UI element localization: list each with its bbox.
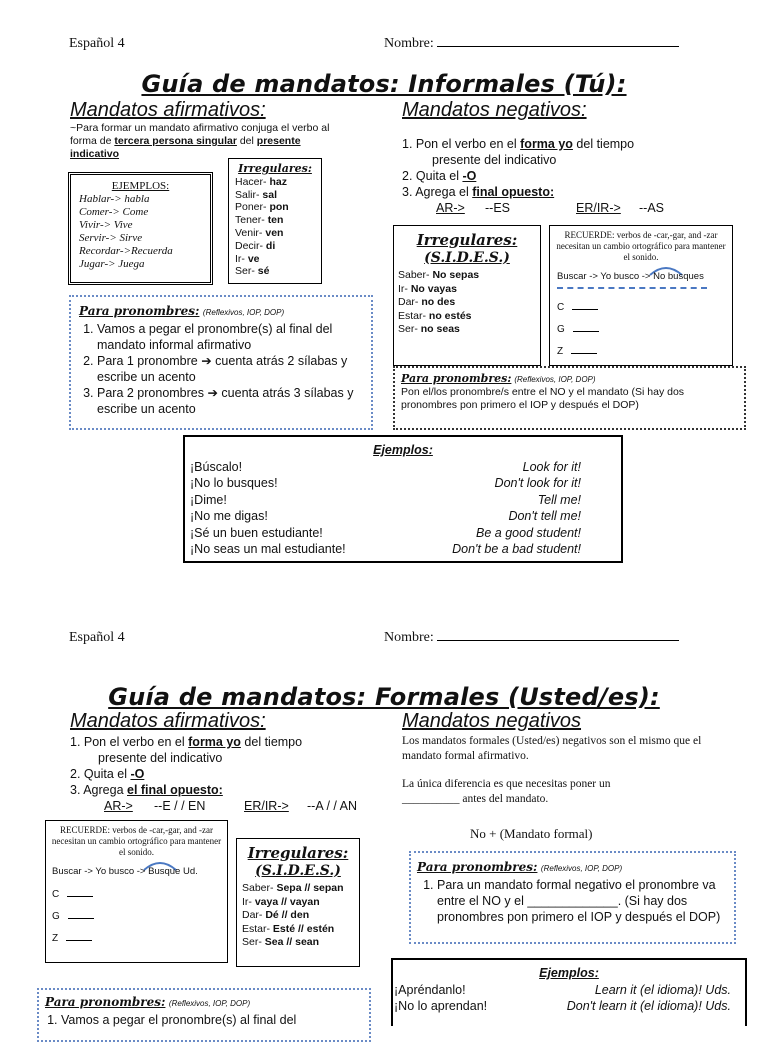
verb-label: Saber- xyxy=(398,269,433,281)
nombre-field[interactable] xyxy=(384,36,679,52)
verb-label: Ser- xyxy=(242,936,265,948)
verb-form: Sea // sean xyxy=(264,936,320,948)
list-item: Jugar-> Juega xyxy=(79,258,145,270)
neg-header-2: Mandatos negativos xyxy=(402,710,582,732)
verb-label: Venir- xyxy=(235,226,266,239)
verb-label: Ser- xyxy=(398,323,421,335)
list-item xyxy=(52,928,227,950)
list-item xyxy=(52,906,227,928)
list-item xyxy=(242,936,359,950)
list-item xyxy=(52,884,227,906)
verb-form: No sepas xyxy=(432,269,480,281)
list-item: 1. Vamos a pegar el pronombre(s) al final del xyxy=(61,1012,369,1028)
list-item xyxy=(235,189,321,202)
verb-label: Tener- xyxy=(235,214,268,227)
list-item: 3. Para 2 pronombres ➔ cuenta atrás 3 sílabas y escribe un acento xyxy=(97,385,367,417)
verb-form: ven xyxy=(265,226,284,239)
english-example: Don't learn it (el idioma)! Uds. xyxy=(566,999,731,1013)
verb-form: haz xyxy=(269,175,287,188)
list-item: Recordar->Recuerda xyxy=(79,245,173,257)
sides-box-2: Irregulares: (S.I.D.E.S.) Saber- Sepa // sepan Ir- vaya // vayan Dar- Dé // den Estar- Esté // estén Ser- Sea // sean xyxy=(236,838,360,967)
verb-form: vaya // vayan xyxy=(254,895,320,908)
verb-label: Ser- xyxy=(235,265,258,278)
list-item: Comer-> Come xyxy=(79,206,149,218)
list-item xyxy=(242,896,359,910)
english-example: Look for it! xyxy=(522,459,581,474)
spanish-example: ¡No seas un mal estudiante! xyxy=(190,542,346,556)
list-item xyxy=(235,214,321,227)
page-title-2: Guía de mandatos: Formales (Usted/es): xyxy=(108,683,660,711)
verb-label: Poner- xyxy=(235,201,270,214)
pronombres-box-2: Para pronombres: (Reflexivos, IOP, DOP) 1. Vamos a pegar el pronombre(s) al final del xyxy=(37,988,371,1042)
verb-form: sal xyxy=(262,188,278,201)
neg-pronombres-box-2: Para pronombres: (Reflexivos, IOP, DOP) 1. Para un mandato formal negativo el pronombre va entre el NO y el _____________. (Si hay dos pronombres pon primero el IOP y después el DOP) xyxy=(409,851,736,944)
verb-label: Ir- xyxy=(398,282,411,295)
verb-form: ve xyxy=(247,252,260,265)
list-item: 1. Vamos a pegar el pronombre(s) al final del mandato informal afirmativo xyxy=(97,321,367,353)
afirm-intro: ~Para formar un mandato afirmativo conjuga el verbo al forma de tercera persona singular del presente indicativo xyxy=(70,122,330,160)
course-label: Español 4 xyxy=(69,36,125,51)
table-row xyxy=(190,459,581,476)
afirm-steps-2: 1. Pon el verbo en el forma yo del tiempo presente del indicativo 2. Quita el -O 3. Agrega el final opuesto: AR-> --E / / EN ER/IR-> --A / / AN xyxy=(70,735,358,813)
letter: G xyxy=(557,324,565,335)
verb-form: Dé // den xyxy=(265,909,310,921)
letter: Z xyxy=(52,933,59,944)
verb-form: no seas xyxy=(420,323,460,335)
verb-form: No vayas xyxy=(410,282,457,295)
table-row xyxy=(190,541,581,558)
list-item xyxy=(557,319,732,341)
list-item xyxy=(235,240,321,253)
formula: No + (Mandato formal) xyxy=(470,826,593,841)
verb-form: di xyxy=(265,239,276,252)
verb-form: sé xyxy=(257,265,270,278)
answer-blank[interactable] xyxy=(66,940,92,941)
verb-label: Salir- xyxy=(235,188,263,201)
answer-blank[interactable] xyxy=(68,918,94,919)
list-item xyxy=(242,923,359,937)
neg-pronombres-box: Para pronombres: (Reflexivos, IOP, DOP) Pon el/los pronombre/s entre el NO y el mandato (Si hay dos pronombres pon primero el IOP y después el DOP) xyxy=(393,366,746,430)
neg-text-2: Los mandatos formales (Usted/es) negativos son el mismo que el mandato formal afirmativo. La única diferencia es que necesitas poner un __________ antes del mandato. xyxy=(402,735,702,805)
list-item xyxy=(398,323,540,337)
spanish-example: ¡Apréndanlo! xyxy=(394,982,466,997)
spanish-example: ¡No lo aprendan! xyxy=(394,999,488,1013)
recuerde-box: RECUERDE: verbos de -car,-gar, and -zar necesitan un cambio ortográfico para mantener el sonido. Buscar -> Yo busco -> No busques C G Z xyxy=(549,225,733,366)
verb-label: Estar- xyxy=(398,309,429,322)
verb-form: ten xyxy=(267,214,284,227)
nombre-label: Nombre: xyxy=(384,36,434,51)
nombre-line[interactable] xyxy=(437,46,679,47)
english-example: Don't be a bad student! xyxy=(452,542,581,556)
list-item xyxy=(557,297,732,319)
neg-steps: 1. Pon el verbo en el forma yo del tiempo presente del indicativo 2. Quita el -O 3. Agrega el final opuesto: AR-> --ES ER/IR-> --AS xyxy=(402,137,664,215)
nombre-line-2[interactable] xyxy=(437,640,679,641)
english-example: Don't look for it! xyxy=(494,476,581,490)
list-item xyxy=(398,283,540,297)
list-item xyxy=(398,269,540,283)
answer-blank[interactable] xyxy=(572,309,598,310)
list-item xyxy=(242,909,359,923)
afirm-header-2: Mandatos afirmativos: xyxy=(70,710,266,732)
verb-form: Esté // estén xyxy=(272,922,335,935)
answer-blank[interactable] xyxy=(67,896,93,897)
spanish-example: ¡Búscalo! xyxy=(190,459,243,474)
verb-form: Sepa // sepan xyxy=(276,882,344,894)
verb-label: Dar- xyxy=(398,296,422,308)
table-row xyxy=(190,508,581,525)
wavy-underline xyxy=(557,287,707,291)
verb-label: Estar- xyxy=(242,922,273,935)
list-item xyxy=(398,296,540,310)
table-row xyxy=(190,525,581,542)
list-item: Vivir-> Vive xyxy=(79,219,133,231)
answer-blank[interactable] xyxy=(571,353,597,354)
spanish-example: ¡Dime! xyxy=(190,492,227,507)
list-item xyxy=(398,310,540,324)
table-row xyxy=(190,492,581,509)
ejemplos-ud-box: Ejemplos: ¡Apréndanlo! Learn it (el idioma)! Uds. ¡No lo aprendan! Don't learn it (el idioma)! Uds. xyxy=(391,958,747,1026)
course-label-2: Español 4 xyxy=(69,630,125,645)
irregulares-box: Irregulares: Hacer- haz Salir- sal Poner- pon Tener- ten Venir- ven Decir- di Ir- ve Ser- sé xyxy=(228,158,322,284)
verb-label: Decir- xyxy=(235,239,266,252)
list-item xyxy=(557,341,732,363)
page-title: Guía de mandatos: Informales (Tú): xyxy=(141,70,627,98)
ejemplos-box: EJEMPLOS: Hablar-> habla Comer-> Come Vivir-> Vive Servir-> Sirve Recordar->Recuerda Jugar-> Juega xyxy=(68,172,213,285)
verb-form: no estés xyxy=(428,309,472,322)
table-row xyxy=(394,982,731,999)
list-item xyxy=(235,176,321,189)
letter: G xyxy=(52,911,60,922)
spanish-example: ¡Sé un buen estudiante! xyxy=(190,525,323,540)
list-item: Hablar-> habla xyxy=(79,193,150,205)
verb-label: Ir- xyxy=(235,252,248,265)
verb-form: pon xyxy=(269,201,289,214)
verb-label: Dar- xyxy=(242,909,266,921)
list-item xyxy=(235,201,321,214)
spanish-example: ¡No lo busques! xyxy=(190,476,278,490)
list-item: 1. Para un mandato formal negativo el pronombre va entre el NO y el _____________. (Si hay dos pronombres pon primero el IOP y después el DOP) xyxy=(437,877,730,925)
list-item xyxy=(242,882,359,896)
letter: C xyxy=(557,302,565,313)
english-example: Learn it (el idioma)! Uds. xyxy=(594,982,731,997)
table-row xyxy=(190,475,581,492)
answer-blank[interactable] xyxy=(573,331,599,332)
list-item xyxy=(235,265,321,278)
list-item: Servir-> Sirve xyxy=(79,232,143,244)
list-item: 2. Para 1 pronombre ➔ cuenta atrás 2 sílabas y escribe un acento xyxy=(97,353,367,385)
list-item xyxy=(235,227,321,240)
english-example: Tell me! xyxy=(537,492,581,507)
verb-form: no des xyxy=(421,296,456,308)
nombre-field-2[interactable] xyxy=(384,630,679,646)
neg-header: Mandatos negativos: xyxy=(402,99,587,121)
english-example: Be a good student! xyxy=(476,525,581,540)
table-row xyxy=(394,998,731,1015)
verb-label: Saber- xyxy=(242,882,277,894)
letter: C xyxy=(52,889,60,900)
afirm-header: Mandatos afirmativos: xyxy=(70,99,266,121)
verb-label: Ir- xyxy=(242,895,255,908)
english-example: Don't tell me! xyxy=(508,509,581,523)
sides-box: Irregulares: (S.I.D.E.S.) Saber- No sepas Ir- No vayas Dar- no des Estar- no estés Ser- no seas xyxy=(393,225,541,366)
spanish-example: ¡No me digas! xyxy=(190,509,268,523)
nombre-label-2: Nombre: xyxy=(384,630,434,645)
verb-label: Hacer- xyxy=(235,175,270,188)
list-item xyxy=(235,253,321,266)
recuerde-box-2: RECUERDE: verbos de -car,-gar, and -zar necesitan un cambio ortográfico para mantener el sonido. Buscar -> Yo busco -> Busque Ud. C G Z xyxy=(45,820,228,963)
letter: Z xyxy=(557,346,564,357)
pronombres-box: Para pronombres: (Reflexivos, IOP, DOP) 1. Vamos a pegar el pronombre(s) al final del mandato informal afirmativo 2. Para 1 pronombre ➔ cuenta atrás 2 sílabas y escribe un acento 3. Para 2 pronombres ➔ cuenta atrás 3 sílabas y escribe un acento xyxy=(69,295,373,430)
ejemplos-tu-box: Ejemplos: ¡Búscalo! Look for it! ¡No lo busques! Don't look for it! ¡Dime! Tell me! ¡No me digas! Don't tell me! ¡Sé un buen estudiante! Be a good student! ¡No seas un mal estudiante! Don't be a bad student! xyxy=(183,435,623,563)
